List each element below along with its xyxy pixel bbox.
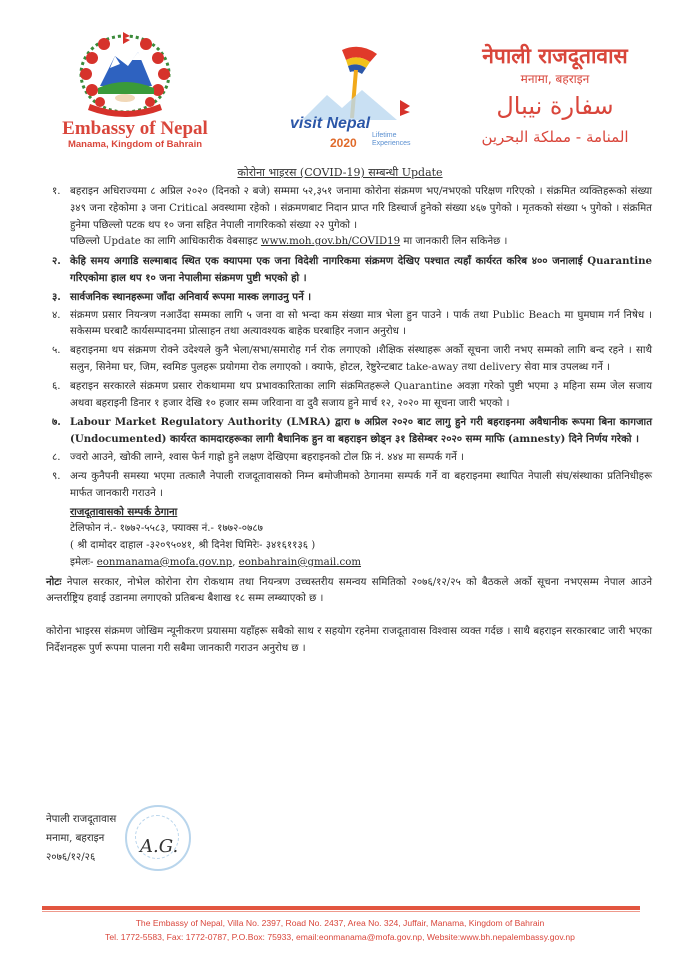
visit-word: visit <box>290 115 323 132</box>
item-text: बहराइन सरकारले संक्रमण प्रसार रोकथाममा थप प्रभावकारिताका लागि संक्रमितहरूले Quarantine अवज्ञा गरेको पुष्टी भएमा ३ महिना सम्म जेल सजाय अथवा बहराइनी डिनार १ हजार देखि १० हजार सम्म जरिवाना वा दुवै सजाय हुने मार्च १२, २०२० मा सूचना जारी भएको । <box>70 380 652 409</box>
email-label: इमेलः- <box>70 556 94 568</box>
visit-brand: Nepal <box>326 115 371 132</box>
closing-paragraph: कोरोना भाइरस संक्रमण जोखिम न्यूनीकरण प्रयासमा यहाँहरू सबैको साथ र सहयोग रहनेमा राजदूतावास विश्वास व्यक्त गर्दछ । साथै बहराइन सरकारबाट जारी भएका निर्देशनहरू पुर्ण रूपमा पालना गरी सबैमा जानकारी गराउन अनुरोध छ । <box>46 626 652 654</box>
footer-contact: Tel. 1772-5583, Fax: 1772-0787, P.O.Box: 75933, email:eonmanama@mofa.gov.np, Website:www.bh.nepalembassy.gov.np <box>105 932 575 942</box>
embassy-arabic-subtitle: المنامة - مملكة البحرين <box>481 128 629 146</box>
item-text: Labour Market Regulatory Authority (LMRA) द्वारा ७ अप्रिल २०२० बाट लागु हुने गरी बहराइनमा अवैधानीक रूपमा बिना कागजात (Undocumented) कार्यरत कामदारहरूका लागी बैधानिक हुन वा बहराइन छोड्न ३१ डिसेम्बर २०२० सम्म माफि (amnesty) दिने निर्णय गरेको । <box>70 416 652 446</box>
signer-location: मनामा, बहराइन <box>46 833 105 844</box>
note-label: नोटः <box>46 575 62 588</box>
item-number: १. <box>52 186 61 197</box>
document-body <box>0 184 680 658</box>
note-paragraph <box>0 574 680 609</box>
embassy-arabic-name: سفارة نيبال <box>496 92 614 120</box>
embassy-english-name: Embassy of Nepal <box>62 118 208 139</box>
item-text: अन्य कुनैपनी समस्या भएमा तत्कालै नेपाली राजदूतावासको निम्न बमोजीमको ठेगानमा सम्पर्क गर्ने वा बहराइनमा स्थापित नेपाली संघ/संस्थाका प्रतिनिधीहरू मार्फत जानकारी गराउने । <box>70 470 652 499</box>
letterhead <box>0 0 680 160</box>
visit-tagline-1: Lifetime <box>372 132 397 139</box>
handwritten-signature: A.G. <box>140 836 179 857</box>
footer-address: The Embassy of Nepal, Villa No. 2397, Road No. 2437, Area No. 324, Juffair, Manama, Kingdom of Bahrain <box>135 918 545 928</box>
item-number: ३. <box>52 290 61 303</box>
numbered-item-2 <box>0 253 680 287</box>
numbered-item-7 <box>0 414 680 448</box>
email-link-mofa[interactable]: eonmanama@mofa.gov.np <box>96 556 233 568</box>
embassy-contact-block <box>0 504 680 571</box>
item-text: केहि समय अगाडि सल्माबाद स्थित एक क्यापमा एक जना विदेशी नागरिकमा संक्रमण देखिए पश्चात त्यहाँ कार्यरत करिब ४०० जनालाई Quarantine गरिएकोमा हाल थप १० जना नेपालीमा संक्रमण पुष्टी भएको हो । <box>70 255 652 284</box>
contact-email-line: इमेलः- eonmanama@mofa.gov.np, eonbahrain@gmail.com <box>70 556 362 568</box>
numbered-item-5 <box>0 343 680 377</box>
item-text: बहराइन अधिराज्यमा ८ अप्रिल २०२० (दिनको २ बजे) सम्ममा ५२,३५१ जनामा कोरोना संक्रमण भए/नभएको परिक्षण गरिएको । संक्रमित व्यक्तिहरूको संख्या ३४९ जना रहेकोमा ३ जना Critical अवस्थामा रहेको । संक्रमणबाट निदान प्राप्त गरि डिस्चार्ज हुनेको संख्या ४६७ पुगेको । मृतकको संख्या ५ पुगेको । संक्रमित हुनेमा पछिल्लो पटक थप १० जना सहित नेपाली नागरिकको संख्या २२ पुगेको । <box>70 186 652 231</box>
email-link-gmail[interactable]: eonbahrain@gmail.com <box>238 556 362 568</box>
item-number: २. <box>52 255 61 268</box>
item-number: ५. <box>52 345 61 357</box>
moh-website-link[interactable]: www.moh.gov.bh/COVID19 <box>260 236 401 248</box>
signer-org: नेपाली राजदूतावास <box>46 814 117 825</box>
numbered-item-1 <box>0 184 680 251</box>
visit-nepal-wordmark <box>290 115 370 133</box>
nepal-coat-of-arms-icon <box>70 28 180 120</box>
followup-prefix: पछिल्लो Update का लागि आधिकारीक वेबसाइट <box>70 236 258 248</box>
embassy-english-subtitle: Manama, Kingdom of Bahrain <box>67 139 203 150</box>
contact-persons-line: ( श्री दामोदर दाहाल -३२०९५०४१, श्री दिनेश घिमिरेः- ३४१६११३६ ) <box>70 539 316 551</box>
numbered-item-9 <box>0 469 680 503</box>
item-text: सार्वजनिक स्थानहरूमा जाँदा अनिवार्य रूपमा मास्क लगाउनु पर्ने । <box>70 290 312 303</box>
numbered-item-8 <box>0 450 680 467</box>
embassy-nepali-subtitle: मनामा, बहराइन <box>520 72 590 86</box>
visit-year: 2020 <box>330 136 357 150</box>
item-number: ७. <box>52 416 61 429</box>
item-followup <box>70 234 652 251</box>
contact-phone-line: टेलिफोन नं.- १७७२-५५८३, फ्याक्स नं.- १७७२-०७८७ <box>70 523 263 535</box>
note-text: नेपाल सरकार, नोभेल कोरोना रोग रोकथाम तथा नियन्त्रण उच्चस्तरीय समन्वय समितिको २०७६/१२/२५ को बैठकले अर्को सूचना नभएसम्म नेपाल आउने अन्तर्राष्ट्रिय हवाई उडानमा लगाएको प्रतिबन्ध बैशाख १८ सम्म लम्ब्याएको छ । <box>46 576 652 605</box>
document-title: कोरोना भाइरस (COVID-19) सम्बन्धी Update <box>237 166 443 179</box>
item-text: ज्वरो आउने, खोकी लाग्ने, श्वास फेर्न गाह्रो हुने लक्षण देखिएमा बहराइनको टोल फ्रि नं. ४४४ मा सम्पर्क गर्ने । <box>70 451 464 463</box>
contact-heading: राजदूतावासको सम्पर्क ठेगाना <box>70 506 178 519</box>
item-number: ६. <box>52 380 61 392</box>
item-number: ८. <box>52 451 61 463</box>
visit-tagline <box>372 132 411 148</box>
visit-tagline-2: Experiences <box>372 140 411 147</box>
item-number: ४. <box>52 309 61 321</box>
signature-date: २०७६/१२/२६ <box>46 852 96 863</box>
embassy-nepali-name: नेपाली राजदूतावास <box>482 44 628 68</box>
footer-divider-thin <box>42 911 640 912</box>
numbered-item-6 <box>0 379 680 413</box>
followup-suffix: मा जानकारी लिन सकिनेछ । <box>403 236 508 248</box>
item-text: बहराइनमा थप संक्रमण रोक्ने उदेश्यले कुनै भेला/सभा/समारोह गर्न रोक लगाएको ।शैक्षिक संस्थाहरू अर्को सूचना जारी नभए सम्मको लागि बन्द रहने । साथै सलुन, सिनेमा घर, जिम, स्वमिङ पुलहरू प्रयोगमा रोक लगाएको । क्याफे, होटल, रेष्टुरेन्टबाट take-away तथा delivery सेवा मात्र उपलब्ध गर्ने । <box>70 345 652 373</box>
item-number: ९. <box>52 470 61 482</box>
item-text: संक्रमण प्रसार नियन्त्रण नआउँदा सम्मका लागि ५ जना वा सो भन्दा कम संख्या मात्र भेला हुन पाउने । पार्क तथा Public Beach मा घुमघाम गर्न निषेध । सकेसम्म घरबाटै कार्यसम्पादनमा प्रोत्साहन तथा अत्यावश्यक बाहेक घरबाहिर नजान अनुरोध । <box>70 309 652 338</box>
signature-block <box>46 810 116 867</box>
numbered-item-4 <box>0 308 680 342</box>
numbered-item-3 <box>0 289 680 306</box>
footer-divider <box>42 906 640 910</box>
